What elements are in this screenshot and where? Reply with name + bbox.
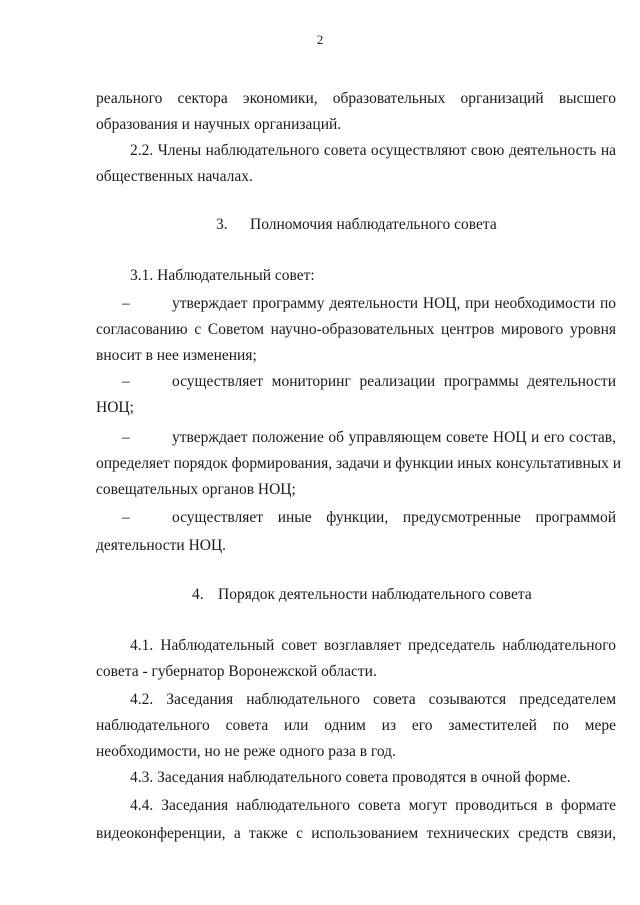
bullet-dash: – [122,429,130,446]
bullet-dash: – [122,509,130,526]
clause-line: 4.2. Заседания наблюдательного совета созываются председателем [130,691,616,708]
bullet-line: утверждает положение об управляющем совете НОЦ и его состав, [172,429,616,446]
clause-line: 4.1. Наблюдательный совет возглавляет председатель наблюдательного [130,637,616,654]
section-3-title: Полномочия наблюдательного совета [250,216,497,233]
bullet-line: определяет порядок формирования, задачи и функции иных консультативных и [96,455,622,472]
section-4-number: 4. [192,586,204,603]
clause-line: 4.4. Заседания наблюдательного совета могут проводиться в формате [130,797,616,814]
clause-line: необходимости, но не реже одного раза в год. [96,743,396,760]
bullet-line: совещательных органов НОЦ; [96,481,296,498]
bullet-line: осуществляет мониторинг реализации программы деятельности [172,373,616,390]
clause-3-1-intro: 3.1. Наблюдательный совет: [130,267,315,284]
paragraph-line: 2.2. Члены наблюдательного совета осуществляют свою деятельность на [130,142,616,159]
bullet-line: согласованию с Советом научно-образовательных центров мирового уровня [96,321,616,338]
clause-line: 4.3. Заседания наблюдательного совета проводятся в очной форме. [130,769,571,786]
paragraph-line: общественных началах. [96,168,253,185]
page-number: 2 [316,32,324,47]
bullet-line: утверждает программу деятельности НОЦ, при необходимости по [172,295,616,312]
bullet-dash: – [122,373,130,390]
bullet-line: деятельности НОЦ. [96,537,227,554]
bullet-line: НОЦ; [96,399,134,416]
bullet-line: вносит в нее изменения; [96,347,257,364]
bullet-dash: – [122,295,130,312]
paragraph-line: реального сектора экономики, образовательных организаций высшего [96,90,616,107]
section-4-title: Порядок деятельности наблюдательного совета [218,586,532,603]
section-3-number: 3. [216,216,228,233]
clause-line: видеоконференции, а также с использованием технических средств связи, [96,825,616,842]
clause-line: совета - губернатор Воронежской области. [96,663,377,680]
bullet-line: осуществляет иные функции, предусмотренные программой [172,509,616,526]
clause-line: наблюдательного совета или одним из его заместителей по мере [96,717,616,734]
paragraph-line: образования и научных организаций. [96,116,342,133]
